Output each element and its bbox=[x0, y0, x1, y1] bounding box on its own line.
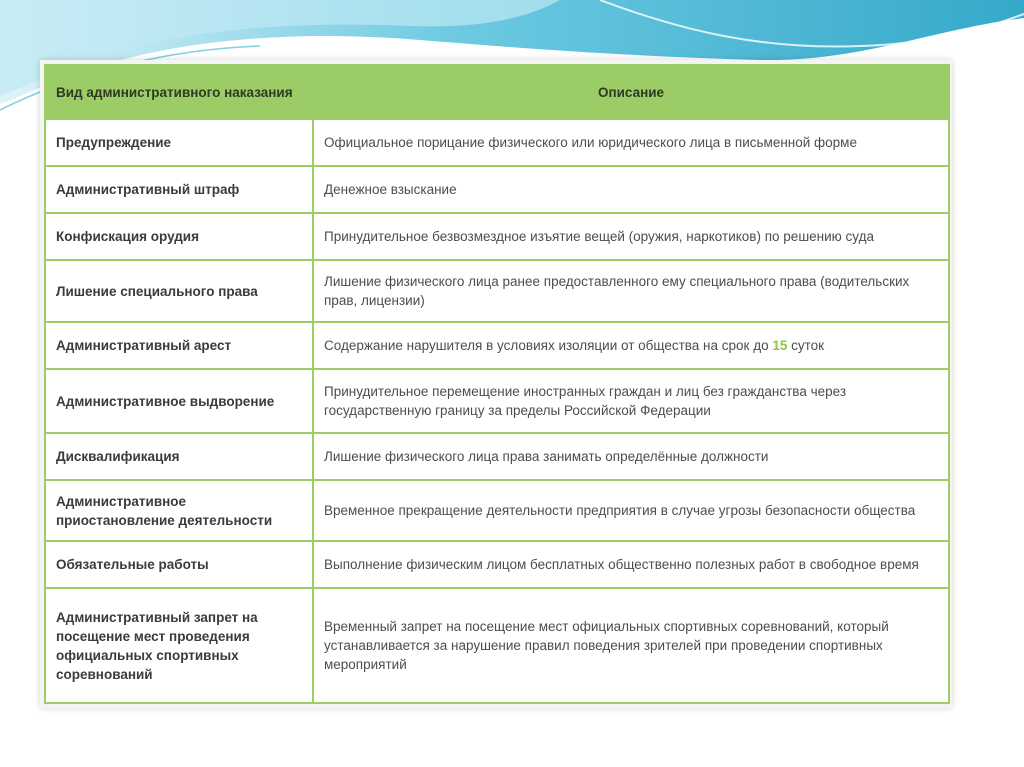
punishment-description: Временное прекращение деятельности предприятия в случае угрозы безопасности общества bbox=[313, 480, 949, 541]
table-row bbox=[45, 322, 949, 369]
highlighted-number: 15 bbox=[772, 338, 788, 353]
punishment-name: Обязательные работы bbox=[45, 541, 313, 588]
punishment-description: Лишение физического лица права занимать определённые должности bbox=[313, 433, 949, 480]
punishments-table bbox=[44, 64, 950, 704]
header-punishment-type: Вид административного наказания bbox=[45, 65, 313, 119]
table-frame bbox=[40, 60, 952, 708]
punishment-description: Денежное взыскание bbox=[313, 166, 949, 213]
description-text: суток bbox=[787, 338, 825, 353]
punishment-description: Лишение физического лица ранее предоставленного ему специального права (водительских прав, лицензии) bbox=[313, 260, 949, 322]
punishment-name: Административное приостановление деятельности bbox=[45, 480, 313, 541]
punishment-description bbox=[313, 322, 949, 369]
punishment-name: Предупреждение bbox=[45, 119, 313, 166]
punishment-description: Официальное порицание физического или юридического лица в письменной форме bbox=[313, 119, 949, 166]
header-description: Описание bbox=[313, 65, 949, 119]
punishment-description: Принудительное перемещение иностранных граждан и лиц без гражданства через государственную границу за пределы Российской Федерации bbox=[313, 369, 949, 433]
table-row bbox=[45, 480, 949, 541]
table-row bbox=[45, 588, 949, 703]
table-row bbox=[45, 119, 949, 166]
table-row bbox=[45, 541, 949, 588]
table-row bbox=[45, 166, 949, 213]
table-row bbox=[45, 260, 949, 322]
punishment-description: Принудительное безвозмездное изъятие вещей (оружия, наркотиков) по решению суда bbox=[313, 213, 949, 260]
table-row bbox=[45, 213, 949, 260]
table-row bbox=[45, 433, 949, 480]
punishment-name: Конфискация орудия bbox=[45, 213, 313, 260]
punishment-description: Временный запрет на посещение мест официальных спортивных соревнований, который устанавливается за нарушение правил поведения зрителей при проведении спортивных мероприятий bbox=[313, 588, 949, 703]
punishment-name: Дисквалификация bbox=[45, 433, 313, 480]
description-text: Содержание нарушителя в условиях изоляции от общества на срок до bbox=[324, 338, 773, 353]
punishment-name: Административный штраф bbox=[45, 166, 313, 213]
punishment-description: Выполнение физическим лицом бесплатных общественно полезных работ в свободное время bbox=[313, 541, 949, 588]
table-header-row bbox=[45, 65, 949, 119]
punishment-name: Административное выдворение bbox=[45, 369, 313, 433]
punishment-name: Административный арест bbox=[45, 322, 313, 369]
punishment-name: Административный запрет на посещение мест проведения официальных спортивных соревнований bbox=[45, 588, 313, 703]
table-row bbox=[45, 369, 949, 433]
punishment-name: Лишение специального права bbox=[45, 260, 313, 322]
